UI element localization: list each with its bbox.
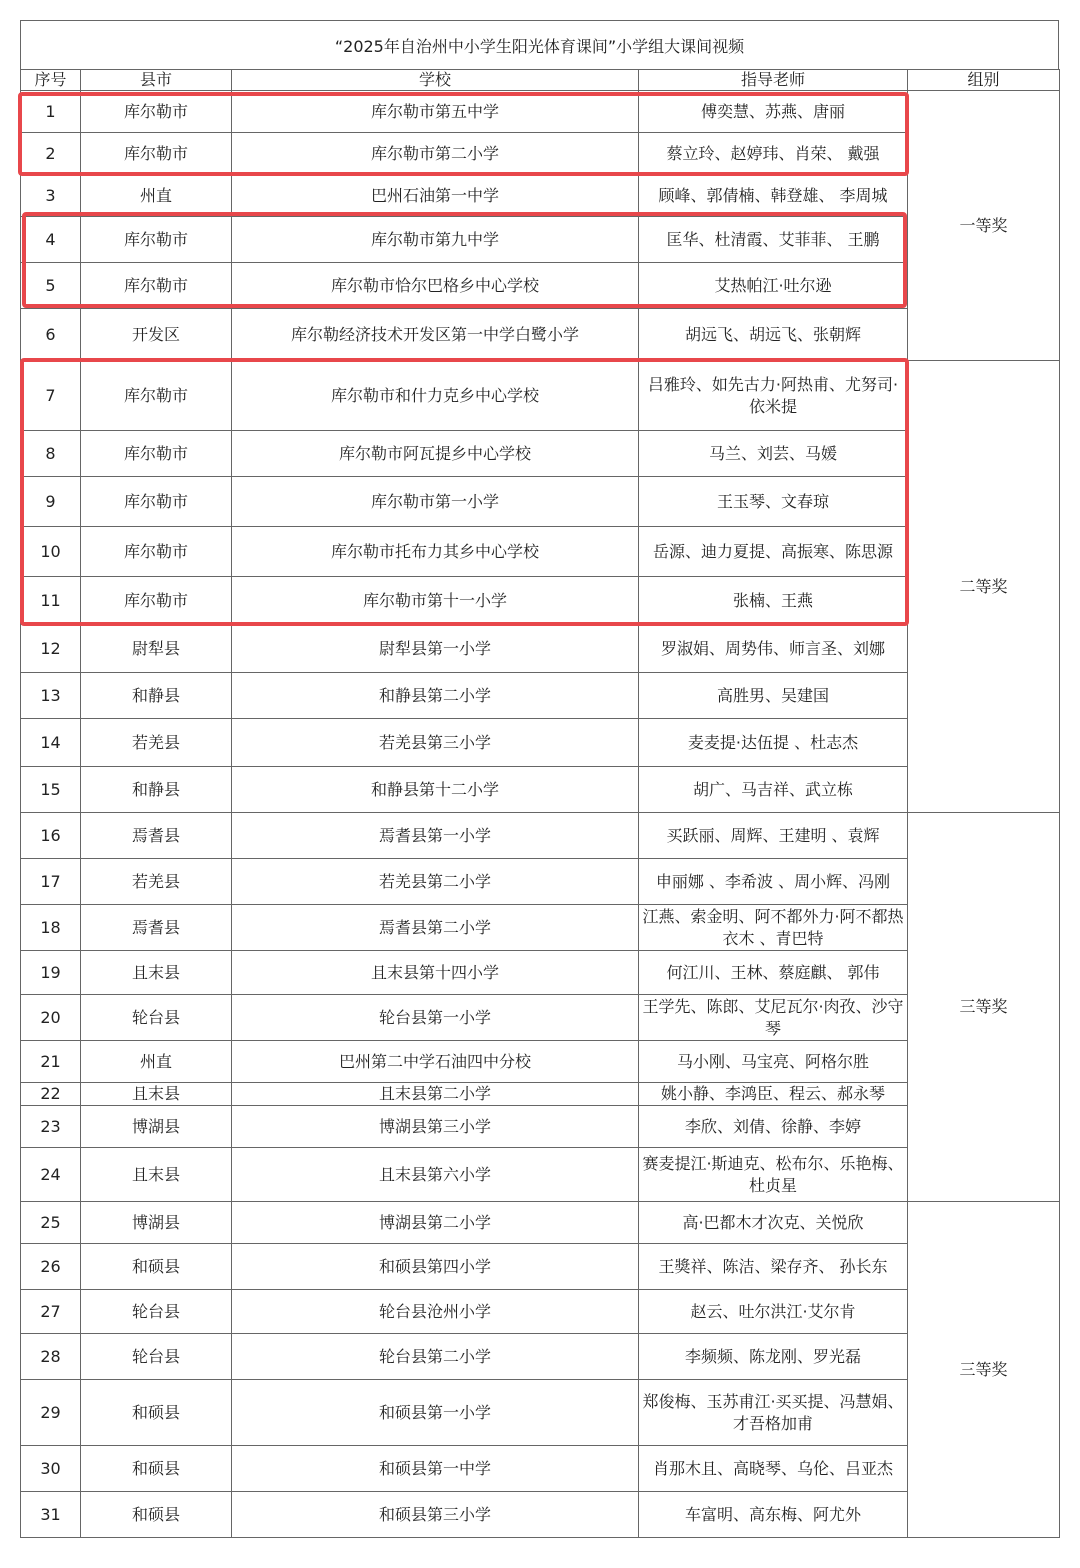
school-cell: 且末县第二小学 [232,1083,639,1106]
school-cell: 且末县第六小学 [232,1148,639,1202]
county-cell: 焉耆县 [81,905,232,951]
school-cell: 库尔勒市第一小学 [232,477,639,527]
school-cell: 若羌县第三小学 [232,719,639,767]
teachers-cell: 王獎祥、陈洁、梁存齐、 孙长东 [639,1244,908,1290]
row-number: 21 [21,1041,81,1083]
county-cell: 库尔勒市 [81,527,232,577]
school-cell: 焉耆县第二小学 [232,905,639,951]
teachers-cell: 郑俊梅、玉苏甫江·买买提、冯慧娟、才吾格加甫 [639,1380,908,1446]
school-cell: 焉耆县第一小学 [232,813,639,859]
row-number: 2 [21,133,81,175]
table-row [21,361,1060,431]
award-group-cell: 三等奖 [908,1202,1060,1538]
county-cell: 博湖县 [81,1202,232,1244]
county-cell: 且末县 [81,1083,232,1106]
table-row [21,995,1060,1041]
header-group: 组别 [908,70,1060,91]
row-number: 4 [21,217,81,263]
county-cell: 且末县 [81,951,232,995]
row-number: 17 [21,859,81,905]
school-cell: 和静县第二小学 [232,673,639,719]
teachers-cell: 蔡立玲、赵婷玮、肖荣、 戴强 [639,133,908,175]
award-group-cell: 二等奖 [908,361,1060,813]
county-cell: 库尔勒市 [81,263,232,309]
county-cell: 若羌县 [81,859,232,905]
row-number: 15 [21,767,81,813]
table-row [21,951,1060,995]
school-cell: 库尔勒市第二小学 [232,133,639,175]
award-group-cell: 三等奖 [908,813,1060,1202]
school-cell: 库尔勒经济技术开发区第一中学白鹭小学 [232,309,639,361]
county-cell: 库尔勒市 [81,577,232,625]
row-number: 22 [21,1083,81,1106]
school-cell: 库尔勒市托布力其乡中心学校 [232,527,639,577]
teachers-cell: 赛麦提江·斯迪克、松布尔、乐艳梅、杜贞星 [639,1148,908,1202]
school-cell: 库尔勒市恰尔巴格乡中心学校 [232,263,639,309]
teachers-cell: 顾峰、郭倩楠、韩登雄、 李周城 [639,175,908,217]
county-cell: 和静县 [81,673,232,719]
table-row [21,1106,1060,1148]
school-cell: 轮台县第二小学 [232,1334,639,1380]
row-number: 30 [21,1446,81,1492]
teachers-cell: 吕雅玲、如先古力·阿热甫、尤努司·依米提 [639,361,908,431]
row-number: 3 [21,175,81,217]
school-cell: 和硕县第四小学 [232,1244,639,1290]
county-cell: 若羌县 [81,719,232,767]
row-number: 18 [21,905,81,951]
teachers-cell: 匡华、杜清霞、艾菲菲、 王鹏 [639,217,908,263]
teachers-cell: 李欣、刘倩、徐静、李婷 [639,1106,908,1148]
row-number: 8 [21,431,81,477]
county-cell: 库尔勒市 [81,431,232,477]
county-cell: 和硕县 [81,1380,232,1446]
table-row [21,263,1060,309]
table-row [21,1492,1060,1538]
row-number: 13 [21,673,81,719]
table-row [21,217,1060,263]
row-number: 19 [21,951,81,995]
school-cell: 尉犁县第一小学 [232,625,639,673]
row-number: 25 [21,1202,81,1244]
table-row [21,859,1060,905]
school-cell: 和硕县第一中学 [232,1446,639,1492]
school-cell: 和静县第十二小学 [232,767,639,813]
row-number: 20 [21,995,81,1041]
school-cell: 库尔勒市阿瓦提乡中心学校 [232,431,639,477]
school-cell: 博湖县第二小学 [232,1202,639,1244]
table-row [21,431,1060,477]
teachers-cell: 赵云、吐尔洪江·艾尔肯 [639,1290,908,1334]
row-number: 14 [21,719,81,767]
teachers-cell: 高胜男、吴建国 [639,673,908,719]
table-row [21,175,1060,217]
teachers-cell: 江燕、索金明、阿不都外力·阿不都热衣木 、青巴特 [639,905,908,951]
teachers-cell: 王玉琴、文春琼 [639,477,908,527]
county-cell: 和硕县 [81,1244,232,1290]
table-title: “2025年自治州中小学生阳光体育课间”小学组大课间视频 [20,20,1059,69]
teachers-cell: 傅奕慧、苏燕、唐丽 [639,91,908,133]
table-row [21,1380,1060,1446]
county-cell: 库尔勒市 [81,91,232,133]
header-teachers: 指导老师 [639,70,908,91]
row-number: 1 [21,91,81,133]
teachers-cell: 姚小静、李鸿臣、程云、郝永琴 [639,1083,908,1106]
school-cell: 库尔勒市第五中学 [232,91,639,133]
county-cell: 库尔勒市 [81,217,232,263]
table-row [21,577,1060,625]
table-row [21,309,1060,361]
county-cell: 轮台县 [81,1290,232,1334]
school-cell: 且末县第十四小学 [232,951,639,995]
teachers-cell: 买跃丽、周辉、王建明 、袁辉 [639,813,908,859]
teachers-cell: 胡广、马吉祥、武立栋 [639,767,908,813]
table-row [21,1244,1060,1290]
teachers-cell: 高·巴都木才次克、关悦欣 [639,1202,908,1244]
school-cell: 轮台县沧州小学 [232,1290,639,1334]
county-cell: 州直 [81,1041,232,1083]
table-row [21,1083,1060,1106]
teachers-cell: 马兰、刘芸、马媛 [639,431,908,477]
county-cell: 博湖县 [81,1106,232,1148]
row-number: 10 [21,527,81,577]
table-row [21,1041,1060,1083]
teachers-cell: 李频频、陈龙刚、罗光磊 [639,1334,908,1380]
county-cell: 和硕县 [81,1446,232,1492]
table-row [21,1202,1060,1244]
header-school: 学校 [232,70,639,91]
teachers-cell: 马小刚、马宝亮、阿格尔胜 [639,1041,908,1083]
teachers-cell: 王学先、陈郎、艾尼瓦尔·肉孜、沙守琴 [639,995,908,1041]
table-row [21,1290,1060,1334]
table-row [21,1334,1060,1380]
teachers-cell: 何江川、王林、蔡庭麒、 郭伟 [639,951,908,995]
county-cell: 州直 [81,175,232,217]
teachers-cell: 艾热帕江·吐尔逊 [639,263,908,309]
table-row [21,477,1060,527]
school-cell: 轮台县第一小学 [232,995,639,1041]
table-row [21,905,1060,951]
teachers-cell: 岳源、迪力夏提、高振寒、陈思源 [639,527,908,577]
row-number: 29 [21,1380,81,1446]
school-cell: 博湖县第三小学 [232,1106,639,1148]
county-cell: 和静县 [81,767,232,813]
row-number: 12 [21,625,81,673]
county-cell: 库尔勒市 [81,361,232,431]
row-number: 23 [21,1106,81,1148]
teachers-cell: 罗淑娟、周势伟、师言圣、刘娜 [639,625,908,673]
county-cell: 轮台县 [81,995,232,1041]
school-cell: 和硕县第一小学 [232,1380,639,1446]
teachers-cell: 麦麦提·达伍提 、杜志杰 [639,719,908,767]
row-number: 27 [21,1290,81,1334]
school-cell: 巴州石油第一中学 [232,175,639,217]
row-number: 6 [21,309,81,361]
row-number: 5 [21,263,81,309]
county-cell: 开发区 [81,309,232,361]
school-cell: 库尔勒市第十一小学 [232,577,639,625]
row-number: 9 [21,477,81,527]
teachers-cell: 胡远飞、胡远飞、张朝辉 [639,309,908,361]
county-cell: 轮台县 [81,1334,232,1380]
county-cell: 和硕县 [81,1492,232,1538]
row-number: 28 [21,1334,81,1380]
table-row [21,719,1060,767]
row-number: 26 [21,1244,81,1290]
teachers-cell: 肖那木且、高晓琴、乌伦、吕亚杰 [639,1446,908,1492]
table-row [21,673,1060,719]
teachers-cell: 车富明、高东梅、阿尤外 [639,1492,908,1538]
school-cell: 库尔勒市第九中学 [232,217,639,263]
table-row [21,1446,1060,1492]
header-no: 序号 [21,70,81,91]
row-number: 16 [21,813,81,859]
county-cell: 库尔勒市 [81,477,232,527]
award-group-cell: 一等奖 [908,91,1060,361]
school-cell: 库尔勒市和什力克乡中心学校 [232,361,639,431]
county-cell: 焉耆县 [81,813,232,859]
header-row [21,70,1060,91]
county-cell: 且末县 [81,1148,232,1202]
table-row [21,1148,1060,1202]
header-county: 县市 [81,70,232,91]
county-cell: 尉犁县 [81,625,232,673]
row-number: 7 [21,361,81,431]
teachers-cell: 张楠、王燕 [639,577,908,625]
teachers-cell: 申丽娜 、李希波 、周小辉、冯刚 [639,859,908,905]
row-number: 11 [21,577,81,625]
table-row [21,91,1060,133]
table-row [21,813,1060,859]
table-row [21,527,1060,577]
award-table [20,69,1060,1538]
school-cell: 若羌县第二小学 [232,859,639,905]
table-row [21,767,1060,813]
row-number: 24 [21,1148,81,1202]
row-number: 31 [21,1492,81,1538]
school-cell: 巴州第二中学石油四中分校 [232,1041,639,1083]
county-cell: 库尔勒市 [81,133,232,175]
table-row [21,133,1060,175]
table-row [21,625,1060,673]
school-cell: 和硕县第三小学 [232,1492,639,1538]
